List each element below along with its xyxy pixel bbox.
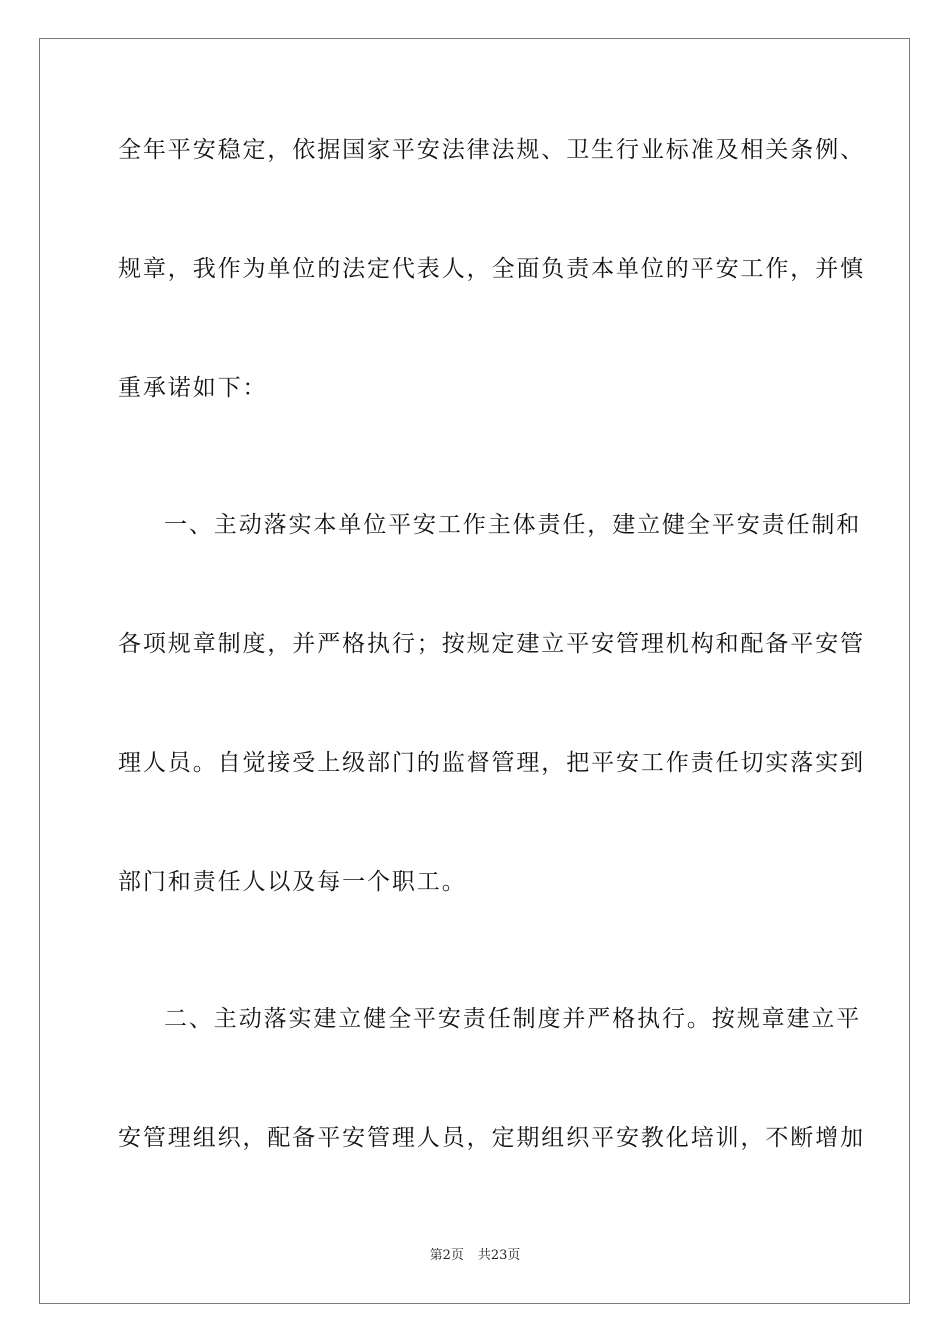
page-number: 第2页 bbox=[429, 1248, 464, 1263]
text-line: 部门和责任人以及每一个职工。 bbox=[118, 869, 467, 895]
text-line: 各项规章制度，并严格执行；按规定建立平安管理机构和配备平安管 bbox=[118, 631, 865, 657]
text-line: 安管理组织，配备平安管理人员，定期组织平安教化培训，不断增加 bbox=[118, 1125, 865, 1151]
text-line: 重承诺如下： bbox=[118, 375, 268, 401]
text-line: 规章，我作为单位的法定代表人，全面负责本单位的平安工作，并慎 bbox=[118, 256, 865, 282]
page-footer bbox=[0, 1244, 950, 1263]
paragraph-first-line: 二、主动落实建立健全平安责任制度并严格执行。按规章建立平 bbox=[164, 1006, 862, 1032]
page-total: 共23页 bbox=[477, 1248, 521, 1263]
paragraph-first-line: 一、主动落实本单位平安工作主体责任，建立健全平安责任制和 bbox=[164, 512, 862, 538]
text-line: 理人员。自觉接受上级部门的监督管理，把平安工作责任切实落实到 bbox=[118, 750, 865, 776]
text-line: 全年平安稳定，依据国家平安法律法规、卫生行业标准及相关条例、 bbox=[118, 137, 865, 163]
